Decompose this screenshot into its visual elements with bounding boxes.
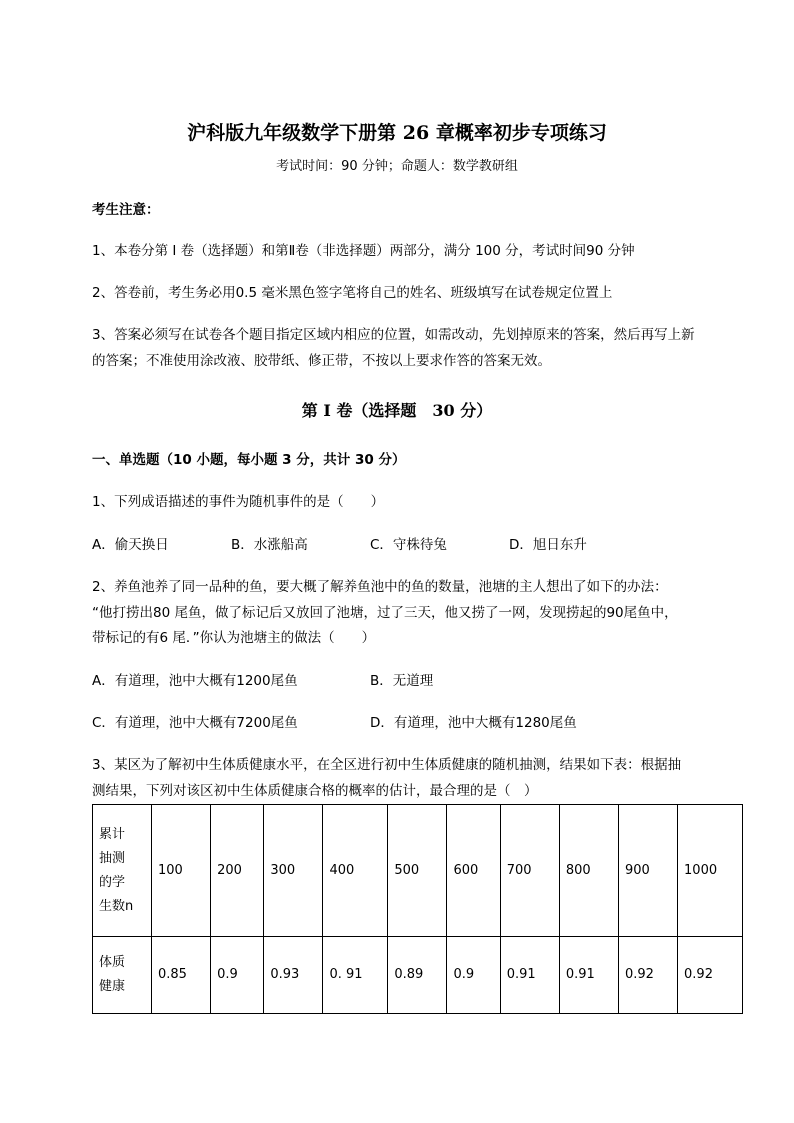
header-line: 的学 <box>99 874 126 890</box>
q2-option-b: B．无道理 <box>370 673 434 689</box>
table-cell: 0. 91 <box>323 937 388 1014</box>
table-cell: 200 <box>211 805 264 937</box>
q2-stem-line-3: 带标记的有6 尾．”你认为池塘主的做法（ ） <box>92 630 376 646</box>
exam-subtitle: 考试时间：90 分钟；命题人：数学教研组 <box>276 159 518 174</box>
table-cell: 0.89 <box>388 937 447 1014</box>
exam-title: 沪科版九年级数学下册第 26 章概率初步专项练习 <box>187 122 607 144</box>
table-cell: 0.92 <box>678 937 743 1014</box>
q2-option-d: D．有道理，池中大概有1280尾鱼 <box>370 715 577 731</box>
table-cell: 0.93 <box>264 937 323 1014</box>
q1-option-c: C．守株待兔 <box>370 537 447 553</box>
table-cell: 0.92 <box>618 937 677 1014</box>
table-row-health-rate <box>93 937 743 1014</box>
q3-stem-line-2: 测结果，下列对该区初中生体质健康合格的概率的估计，最合理的是（ ） <box>92 783 538 799</box>
notice-3-line-2: 的答案；不准使用涂改液、胶带纸、修正带，不按以上要求作答的答案无效。 <box>92 353 551 369</box>
part-heading: 一、单选题（10 小题，每小题 3 分，共计 30 分） <box>92 452 406 468</box>
header-line: 生数n <box>99 898 134 914</box>
table-header-health-rate <box>93 937 152 1014</box>
notice-2: 2、答卷前，考生务必用0.5 毫米黑色签字笔将自己的姓名、班级填写在试卷规定位置上 <box>92 285 613 301</box>
notice-3-line-1: 3、答案必须写在试卷各个题目指定区域内相应的位置，如需改动，先划掉原来的答案，然后再写上新 <box>92 327 695 343</box>
q2-option-c: C．有道理，池中大概有7200尾鱼 <box>92 715 298 731</box>
table-cell: 0.91 <box>500 937 559 1014</box>
q1-option-a: A．偷天换日 <box>92 537 169 553</box>
table-cell: 700 <box>500 805 559 937</box>
q2-stem-line-2: “他打捞出80 尾鱼，做了标记后又放回了池塘，过了三天，他又捞了一网，发现捞起的90尾鱼中， <box>92 605 678 621</box>
table-cell: 600 <box>447 805 500 937</box>
table-cell: 800 <box>559 805 618 937</box>
table-cell: 0.9 <box>447 937 500 1014</box>
table-header-sample-size <box>93 805 152 937</box>
q3-data-table <box>92 804 743 1014</box>
table-cell: 500 <box>388 805 447 937</box>
notice-heading: 考生注意： <box>92 202 160 218</box>
header-line: 健康 <box>99 979 126 994</box>
q2-option-a: A．有道理，池中大概有1200尾鱼 <box>92 673 298 689</box>
q1-option-b: B．水涨船高 <box>231 537 308 553</box>
table-cell: 0.85 <box>152 937 211 1014</box>
header-line: 累计 <box>99 826 126 842</box>
table-row-sample-size <box>93 805 743 937</box>
q3-stem-line-1: 3、某区为了解初中生体质健康水平，在全区进行初中生体质健康的随机抽测，结果如下表：根据抽 <box>92 757 682 773</box>
table-cell: 300 <box>264 805 323 937</box>
header-line: 体质 <box>99 955 126 970</box>
q1-stem: 1、下列成语描述的事件为随机事件的是（ ） <box>92 494 385 510</box>
header-line: 抽测 <box>99 850 126 866</box>
table-cell: 400 <box>323 805 388 937</box>
q2-stem-line-1: 2、养鱼池养了同一品种的鱼，要大概了解养鱼池中的鱼的数量，池塘的主人想出了如下的办法： <box>92 579 668 595</box>
table-cell: 0.9 <box>211 937 264 1014</box>
q1-option-d: D．旭日东升 <box>509 537 587 553</box>
table-cell: 100 <box>152 805 211 937</box>
table-cell: 1000 <box>678 805 743 937</box>
section-title: 第 I 卷（选择题 30 分） <box>301 401 493 420</box>
table-cell: 0.91 <box>559 937 618 1014</box>
table-cell: 900 <box>618 805 677 937</box>
notice-1: 1、本卷分第 I 卷（选择题）和第Ⅱ卷（非选择题）两部分，满分 100 分，考试时间90 分钟 <box>92 243 635 259</box>
